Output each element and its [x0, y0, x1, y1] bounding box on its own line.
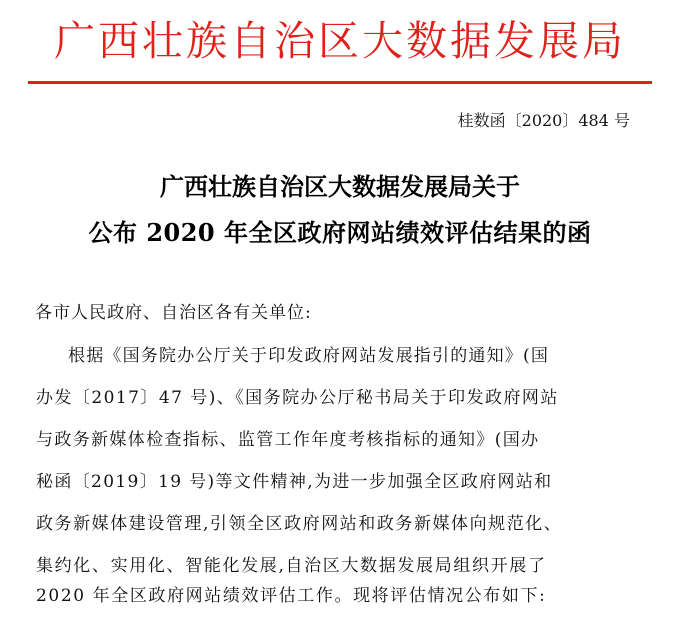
salutation: 各市人民政府、自治区各有关单位: [35, 303, 312, 323]
body-line: 与政务新媒体检查指标、监管工作年度考核指标的通知》(国办 [36, 430, 540, 450]
document-title-line-1: 广西壮族自治区大数据发展局关于 [160, 172, 520, 201]
body-line: 秘函〔2019〕19 号)等文件精神,为进一步加强全区政府网站和 [36, 472, 553, 492]
letterhead-org-name: 广西壮族自治区大数据发展局 [54, 17, 626, 65]
body-line: 2020 年全区政府网站绩效评估工作。现将评估情况公布如下: [36, 586, 547, 606]
body-line: 政务新媒体建设管理,引领全区政府网站和政务新媒体向规范化、 [36, 514, 563, 534]
document-number: 桂数函〔2020〕484 号 [457, 111, 630, 130]
body-line: 根据《国务院办公厅关于印发政府网站发展指引的通知》(国 [68, 346, 550, 366]
body-line: 集约化、实用化、智能化发展,自治区大数据发展局组织开展了 [36, 556, 547, 576]
document-title-line-2: 公布 2020 年全区政府网站绩效评估结果的函 [88, 218, 592, 247]
letterhead-red-rule [28, 81, 652, 84]
body-line: 办发〔2017〕47 号)、《国务院办公厅秘书局关于印发政府网站 [36, 388, 559, 408]
